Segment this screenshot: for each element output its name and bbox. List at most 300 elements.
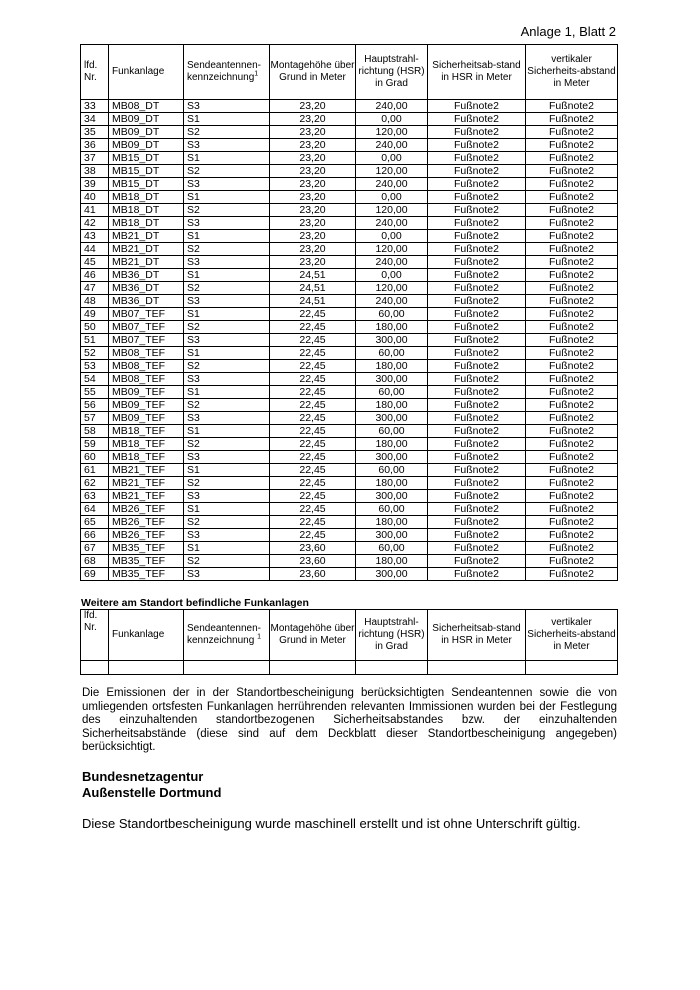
cell-nr: 33 (81, 100, 109, 113)
cell-hsr: 0,00 (356, 191, 428, 204)
cell-funkanlage: MB09_TEF (109, 399, 184, 412)
cell-nr: 56 (81, 399, 109, 412)
cell-funkanlage: MB21_DT (109, 243, 184, 256)
cell-funkanlage: MB21_DT (109, 230, 184, 243)
emissions-paragraph: Die Emissionen der in der Standortbescheinigung berücksichtigten Sendeantennen sowie die von umliegenden ortsfesten Funkanlagen herrührenden relevanten Immissionen wurden bei der Festlegung des einzuhaltenden standortbezogenen Sicherheitsabstandes bzw. der einzuhaltenden Sicherheitsabstände (diese sind auf dem Deckblatt dieser Standortbescheinigung angegeben) berücksichtigt. (82, 687, 617, 753)
cell-vertikal: Fußnote2 (526, 334, 618, 347)
cell-vertikal: Fußnote2 (526, 256, 618, 269)
cell-vertikal: Fußnote2 (526, 282, 618, 295)
cell-vertikal: Fußnote2 (526, 555, 618, 568)
header-sicherheitsabstand: Sicherheitsab-stand in HSR in Meter (428, 610, 526, 661)
cell-nr: 42 (81, 217, 109, 230)
table-row (81, 477, 618, 490)
cell-nr: 38 (81, 165, 109, 178)
cell-hsr: 120,00 (356, 282, 428, 295)
table-row (81, 295, 618, 308)
cell-vertikal: Fußnote2 (526, 243, 618, 256)
cell-hsr: 120,00 (356, 204, 428, 217)
cell-montagehoehe: 23,20 (270, 113, 356, 126)
table-row (81, 204, 618, 217)
cell-sendeantenne: S3 (184, 529, 270, 542)
cell-hsr: 60,00 (356, 464, 428, 477)
cell-sicherheitsabstand: Fußnote2 (428, 503, 526, 516)
cell-vertikal: Fußnote2 (526, 165, 618, 178)
cell-montagehoehe: 23,20 (270, 204, 356, 217)
cell-vertikal: Fußnote2 (526, 451, 618, 464)
cell-vertikal: Fußnote2 (526, 139, 618, 152)
cell-sendeantenne: S1 (184, 230, 270, 243)
antenna-table (80, 44, 618, 581)
cell-hsr: 120,00 (356, 243, 428, 256)
extra-antenna-table (80, 609, 618, 675)
cell-hsr: 60,00 (356, 308, 428, 321)
empty-cell (428, 661, 526, 675)
cell-vertikal: Fußnote2 (526, 295, 618, 308)
empty-cell (81, 661, 109, 675)
cell-nr: 67 (81, 542, 109, 555)
cell-funkanlage: MB18_TEF (109, 451, 184, 464)
table-row (81, 568, 618, 581)
cell-nr: 59 (81, 438, 109, 451)
cell-nr: 64 (81, 503, 109, 516)
table-row (81, 165, 618, 178)
table-row (81, 451, 618, 464)
table-row (81, 334, 618, 347)
cell-hsr: 60,00 (356, 347, 428, 360)
cell-funkanlage: MB26_TEF (109, 529, 184, 542)
table-row (81, 191, 618, 204)
cell-montagehoehe: 22,45 (270, 321, 356, 334)
table-row (81, 269, 618, 282)
cell-montagehoehe: 23,20 (270, 126, 356, 139)
cell-sendeantenne: S2 (184, 165, 270, 178)
cell-funkanlage: MB09_TEF (109, 412, 184, 425)
cell-sendeantenne: S1 (184, 347, 270, 360)
cell-sendeantenne: S1 (184, 425, 270, 438)
cell-hsr: 300,00 (356, 529, 428, 542)
cell-vertikal: Fußnote2 (526, 529, 618, 542)
header-sicherheitsabstand: Sicherheitsab-stand in HSR in Meter (428, 45, 526, 100)
cell-sendeantenne: S3 (184, 100, 270, 113)
cell-sicherheitsabstand: Fußnote2 (428, 516, 526, 529)
cell-sicherheitsabstand: Fußnote2 (428, 399, 526, 412)
cell-sendeantenne: S3 (184, 451, 270, 464)
cell-sicherheitsabstand: Fußnote2 (428, 438, 526, 451)
cell-funkanlage: MB18_TEF (109, 425, 184, 438)
cell-funkanlage: MB18_DT (109, 217, 184, 230)
cell-nr: 57 (81, 412, 109, 425)
cell-nr: 40 (81, 191, 109, 204)
cell-nr: 46 (81, 269, 109, 282)
cell-nr: 45 (81, 256, 109, 269)
cell-funkanlage: MB35_TEF (109, 555, 184, 568)
cell-sicherheitsabstand: Fußnote2 (428, 100, 526, 113)
cell-vertikal: Fußnote2 (526, 308, 618, 321)
antenna-table-body (81, 100, 618, 581)
cell-montagehoehe: 22,45 (270, 347, 356, 360)
cell-nr: 47 (81, 282, 109, 295)
cell-nr: 60 (81, 451, 109, 464)
table-row (81, 399, 618, 412)
cell-hsr: 60,00 (356, 542, 428, 555)
header-sendeantenne (184, 610, 270, 661)
cell-sendeantenne: S2 (184, 204, 270, 217)
cell-sicherheitsabstand: Fußnote2 (428, 334, 526, 347)
cell-montagehoehe: 23,60 (270, 555, 356, 568)
cell-sendeantenne: S1 (184, 269, 270, 282)
table-row (81, 360, 618, 373)
cell-sicherheitsabstand: Fußnote2 (428, 230, 526, 243)
page-header: Anlage 1, Blatt 2 (520, 24, 616, 39)
table-row (81, 464, 618, 477)
cell-vertikal: Fußnote2 (526, 373, 618, 386)
header-sendeantenne-text: Sendeantennen-kennzeichnung (187, 623, 261, 646)
cell-funkanlage: MB21_DT (109, 256, 184, 269)
cell-nr: 39 (81, 178, 109, 191)
table-row (81, 438, 618, 451)
table-row (81, 555, 618, 568)
cell-vertikal: Fußnote2 (526, 425, 618, 438)
cell-funkanlage: MB15_DT (109, 165, 184, 178)
table-row (81, 230, 618, 243)
organization-block (82, 769, 221, 801)
cell-hsr: 180,00 (356, 321, 428, 334)
cell-hsr: 0,00 (356, 230, 428, 243)
cell-vertikal: Fußnote2 (526, 113, 618, 126)
cell-montagehoehe: 24,51 (270, 269, 356, 282)
cell-vertikal: Fußnote2 (526, 412, 618, 425)
cell-montagehoehe: 23,20 (270, 178, 356, 191)
cell-nr: 53 (81, 360, 109, 373)
cell-montagehoehe: 23,20 (270, 243, 356, 256)
cell-sicherheitsabstand: Fußnote2 (428, 347, 526, 360)
cell-sendeantenne: S1 (184, 386, 270, 399)
cell-funkanlage: MB36_DT (109, 269, 184, 282)
cell-nr: 62 (81, 477, 109, 490)
cell-sendeantenne: S3 (184, 295, 270, 308)
cell-sicherheitsabstand: Fußnote2 (428, 178, 526, 191)
cell-hsr: 180,00 (356, 516, 428, 529)
cell-funkanlage: MB08_TEF (109, 347, 184, 360)
cell-sicherheitsabstand: Fußnote2 (428, 412, 526, 425)
cell-montagehoehe: 23,20 (270, 165, 356, 178)
cell-vertikal: Fußnote2 (526, 230, 618, 243)
cell-sicherheitsabstand: Fußnote2 (428, 295, 526, 308)
cell-montagehoehe: 24,51 (270, 295, 356, 308)
cell-sendeantenne: S1 (184, 308, 270, 321)
table-row (81, 373, 618, 386)
cell-hsr: 180,00 (356, 360, 428, 373)
organization-branch: Außenstelle Dortmund (82, 785, 222, 800)
cell-funkanlage: MB07_TEF (109, 321, 184, 334)
cell-montagehoehe: 23,20 (270, 139, 356, 152)
cell-hsr: 240,00 (356, 295, 428, 308)
header-hsr: Hauptstrahl-richtung (HSR) in Grad (356, 45, 428, 100)
cell-funkanlage: MB21_TEF (109, 490, 184, 503)
table-row (81, 282, 618, 295)
cell-sendeantenne: S2 (184, 516, 270, 529)
cell-funkanlage: MB18_TEF (109, 438, 184, 451)
empty-cell (270, 661, 356, 675)
cell-vertikal: Fußnote2 (526, 386, 618, 399)
footnote-marker: 1 (257, 633, 261, 641)
cell-sendeantenne: S2 (184, 126, 270, 139)
cell-funkanlage: MB26_TEF (109, 503, 184, 516)
cell-nr: 54 (81, 373, 109, 386)
header-vertikal: vertikaler Sicherheits-abstand in Meter (526, 45, 618, 100)
cell-nr: 52 (81, 347, 109, 360)
cell-hsr: 240,00 (356, 100, 428, 113)
cell-montagehoehe: 22,45 (270, 503, 356, 516)
cell-sendeantenne: S2 (184, 438, 270, 451)
cell-vertikal: Fußnote2 (526, 438, 618, 451)
cell-nr: 61 (81, 464, 109, 477)
cell-montagehoehe: 22,45 (270, 334, 356, 347)
cell-sicherheitsabstand: Fußnote2 (428, 256, 526, 269)
cell-vertikal: Fußnote2 (526, 152, 618, 165)
table-row (81, 100, 618, 113)
cell-sendeantenne: S2 (184, 555, 270, 568)
cell-sicherheitsabstand: Fußnote2 (428, 126, 526, 139)
cell-sendeantenne: S2 (184, 360, 270, 373)
cell-hsr: 300,00 (356, 412, 428, 425)
cell-vertikal: Fußnote2 (526, 191, 618, 204)
cell-funkanlage: MB18_DT (109, 204, 184, 217)
cell-sendeantenne: S3 (184, 373, 270, 386)
cell-sicherheitsabstand: Fußnote2 (428, 529, 526, 542)
header-nr: lfd. Nr. (81, 610, 109, 661)
cell-funkanlage: MB15_DT (109, 178, 184, 191)
table-row (81, 542, 618, 555)
cell-nr: 44 (81, 243, 109, 256)
cell-vertikal: Fußnote2 (526, 503, 618, 516)
cell-sendeantenne: S3 (184, 334, 270, 347)
cell-montagehoehe: 23,20 (270, 191, 356, 204)
table-row (81, 516, 618, 529)
cell-sicherheitsabstand: Fußnote2 (428, 464, 526, 477)
cell-hsr: 300,00 (356, 334, 428, 347)
cell-sendeantenne: S1 (184, 113, 270, 126)
cell-montagehoehe: 22,45 (270, 360, 356, 373)
validity-note: Diese Standortbescheinigung wurde maschinell erstellt und ist ohne Unterschrift gültig. (82, 816, 581, 831)
cell-sicherheitsabstand: Fußnote2 (428, 542, 526, 555)
cell-sendeantenne: S1 (184, 152, 270, 165)
cell-hsr: 240,00 (356, 139, 428, 152)
cell-hsr: 180,00 (356, 399, 428, 412)
cell-vertikal: Fußnote2 (526, 542, 618, 555)
cell-hsr: 180,00 (356, 555, 428, 568)
cell-montagehoehe: 22,45 (270, 490, 356, 503)
cell-nr: 51 (81, 334, 109, 347)
cell-sicherheitsabstand: Fußnote2 (428, 269, 526, 282)
cell-montagehoehe: 22,45 (270, 373, 356, 386)
header-funkanlage: Funkanlage (109, 45, 184, 100)
cell-montagehoehe: 24,51 (270, 282, 356, 295)
table-row (81, 321, 618, 334)
cell-nr: 49 (81, 308, 109, 321)
cell-funkanlage: MB08_TEF (109, 373, 184, 386)
header-vertikal: vertikaler Sicherheits-abstand in Meter (526, 610, 618, 661)
table-row (81, 308, 618, 321)
cell-montagehoehe: 22,45 (270, 308, 356, 321)
cell-sendeantenne: S3 (184, 256, 270, 269)
cell-sicherheitsabstand: Fußnote2 (428, 113, 526, 126)
cell-montagehoehe: 22,45 (270, 386, 356, 399)
cell-sendeantenne: S2 (184, 282, 270, 295)
cell-montagehoehe: 22,45 (270, 451, 356, 464)
empty-cell (356, 661, 428, 675)
cell-sicherheitsabstand: Fußnote2 (428, 191, 526, 204)
cell-vertikal: Fußnote2 (526, 347, 618, 360)
cell-montagehoehe: 23,60 (270, 542, 356, 555)
cell-funkanlage: MB35_TEF (109, 542, 184, 555)
table-header-row (81, 610, 618, 661)
cell-sicherheitsabstand: Fußnote2 (428, 425, 526, 438)
cell-sicherheitsabstand: Fußnote2 (428, 165, 526, 178)
empty-row (81, 661, 618, 675)
cell-funkanlage: MB09_DT (109, 139, 184, 152)
empty-cell (109, 661, 184, 675)
cell-nr: 68 (81, 555, 109, 568)
cell-sicherheitsabstand: Fußnote2 (428, 152, 526, 165)
cell-hsr: 0,00 (356, 152, 428, 165)
cell-sendeantenne: S3 (184, 568, 270, 581)
cell-montagehoehe: 22,45 (270, 438, 356, 451)
cell-montagehoehe: 22,45 (270, 399, 356, 412)
organization-name: Bundesnetzagentur (82, 769, 204, 784)
table-row (81, 425, 618, 438)
cell-sicherheitsabstand: Fußnote2 (428, 282, 526, 295)
cell-sicherheitsabstand: Fußnote2 (428, 217, 526, 230)
cell-sendeantenne: S3 (184, 178, 270, 191)
cell-vertikal: Fußnote2 (526, 399, 618, 412)
cell-hsr: 60,00 (356, 503, 428, 516)
cell-nr: 36 (81, 139, 109, 152)
cell-nr: 41 (81, 204, 109, 217)
cell-montagehoehe: 22,45 (270, 412, 356, 425)
cell-montagehoehe: 23,20 (270, 256, 356, 269)
cell-nr: 63 (81, 490, 109, 503)
cell-nr: 34 (81, 113, 109, 126)
cell-sendeantenne: S2 (184, 399, 270, 412)
cell-funkanlage: MB15_DT (109, 152, 184, 165)
cell-sicherheitsabstand: Fußnote2 (428, 451, 526, 464)
cell-funkanlage: MB07_TEF (109, 334, 184, 347)
cell-hsr: 240,00 (356, 178, 428, 191)
header-funkanlage: Funkanlage (109, 610, 184, 661)
cell-hsr: 0,00 (356, 269, 428, 282)
empty-cell (184, 661, 270, 675)
header-sendeantenne (184, 45, 270, 100)
cell-funkanlage: MB35_TEF (109, 568, 184, 581)
cell-vertikal: Fußnote2 (526, 204, 618, 217)
table-row (81, 178, 618, 191)
cell-vertikal: Fußnote2 (526, 126, 618, 139)
cell-vertikal: Fußnote2 (526, 360, 618, 373)
cell-montagehoehe: 23,20 (270, 230, 356, 243)
cell-sicherheitsabstand: Fußnote2 (428, 373, 526, 386)
cell-montagehoehe: 22,45 (270, 425, 356, 438)
cell-hsr: 120,00 (356, 126, 428, 139)
cell-vertikal: Fußnote2 (526, 269, 618, 282)
cell-vertikal: Fußnote2 (526, 568, 618, 581)
cell-hsr: 0,00 (356, 113, 428, 126)
cell-vertikal: Fußnote2 (526, 217, 618, 230)
cell-sendeantenne: S3 (184, 139, 270, 152)
cell-vertikal: Fußnote2 (526, 100, 618, 113)
cell-sicherheitsabstand: Fußnote2 (428, 490, 526, 503)
cell-sendeantenne: S1 (184, 464, 270, 477)
section-title: Weitere am Standort befindliche Funkanlagen (81, 597, 309, 609)
cell-hsr: 180,00 (356, 438, 428, 451)
cell-sendeantenne: S2 (184, 477, 270, 490)
cell-sicherheitsabstand: Fußnote2 (428, 360, 526, 373)
cell-montagehoehe: 22,45 (270, 464, 356, 477)
cell-hsr: 120,00 (356, 165, 428, 178)
table-row (81, 126, 618, 139)
cell-nr: 50 (81, 321, 109, 334)
cell-hsr: 180,00 (356, 477, 428, 490)
cell-nr: 58 (81, 425, 109, 438)
cell-hsr: 240,00 (356, 256, 428, 269)
cell-nr: 35 (81, 126, 109, 139)
cell-sendeantenne: S1 (184, 191, 270, 204)
table-row (81, 412, 618, 425)
cell-montagehoehe: 23,60 (270, 568, 356, 581)
cell-funkanlage: MB18_DT (109, 191, 184, 204)
cell-montagehoehe: 22,45 (270, 477, 356, 490)
cell-montagehoehe: 23,20 (270, 100, 356, 113)
cell-funkanlage: MB07_TEF (109, 308, 184, 321)
cell-montagehoehe: 22,45 (270, 529, 356, 542)
cell-sendeantenne: S2 (184, 243, 270, 256)
cell-funkanlage: MB21_TEF (109, 477, 184, 490)
table-row (81, 503, 618, 516)
cell-funkanlage: MB21_TEF (109, 464, 184, 477)
cell-nr: 65 (81, 516, 109, 529)
table-row (81, 217, 618, 230)
cell-funkanlage: MB09_TEF (109, 386, 184, 399)
footnote-marker: 1 (254, 70, 259, 78)
cell-hsr: 240,00 (356, 217, 428, 230)
cell-sicherheitsabstand: Fußnote2 (428, 477, 526, 490)
cell-nr: 66 (81, 529, 109, 542)
table-row (81, 152, 618, 165)
table-row (81, 529, 618, 542)
cell-sicherheitsabstand: Fußnote2 (428, 568, 526, 581)
empty-cell (526, 661, 618, 675)
cell-sendeantenne: S3 (184, 490, 270, 503)
cell-sendeantenne: S1 (184, 503, 270, 516)
header-montagehoehe: Montagehöhe über Grund in Meter (270, 610, 356, 661)
cell-sendeantenne: S2 (184, 321, 270, 334)
cell-sendeantenne: S1 (184, 542, 270, 555)
cell-vertikal: Fußnote2 (526, 321, 618, 334)
cell-sicherheitsabstand: Fußnote2 (428, 308, 526, 321)
cell-funkanlage: MB26_TEF (109, 516, 184, 529)
cell-hsr: 300,00 (356, 568, 428, 581)
table-header-row (81, 45, 618, 100)
cell-sicherheitsabstand: Fußnote2 (428, 204, 526, 217)
cell-montagehoehe: 22,45 (270, 516, 356, 529)
cell-sendeantenne: S3 (184, 217, 270, 230)
header-nr: lfd. Nr. (81, 45, 109, 100)
cell-funkanlage: MB09_DT (109, 126, 184, 139)
header-sendeantenne-text: Sendeantennen-kennzeichnung (187, 60, 261, 83)
table-row (81, 386, 618, 399)
cell-hsr: 300,00 (356, 451, 428, 464)
table-row (81, 347, 618, 360)
